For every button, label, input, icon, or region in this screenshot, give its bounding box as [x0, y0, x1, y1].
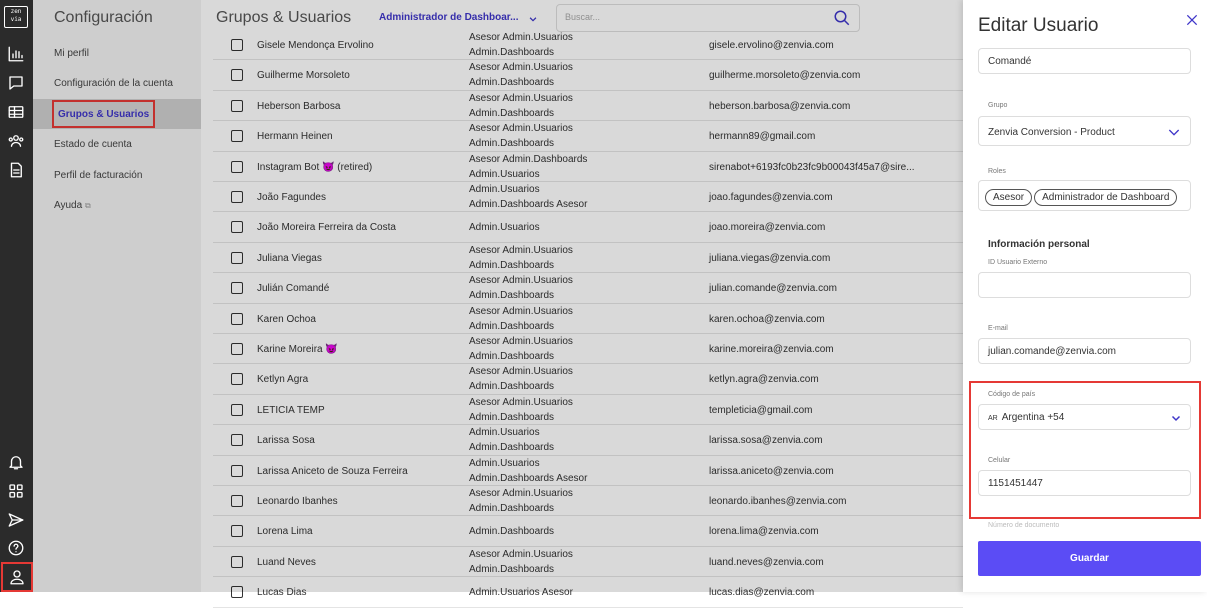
role-text: Admin.Dashboards Asesor — [469, 472, 588, 484]
row-checkbox[interactable] — [231, 525, 243, 537]
users-icon[interactable] — [4, 129, 28, 153]
user-roles — [469, 486, 689, 516]
user-name: Karen Ochoa — [257, 313, 316, 325]
country-name: Argentina +54 — [1001, 412, 1065, 423]
row-checkbox[interactable] — [231, 404, 243, 416]
sidebar-item-ayuda[interactable] — [54, 200, 91, 211]
user-name: Lucas Dias — [257, 587, 307, 599]
user-name: Lorena Lima — [257, 526, 313, 538]
user-roles — [469, 121, 689, 151]
document-icon[interactable] — [4, 158, 28, 182]
role-text: Admin.Dashboards — [469, 411, 555, 423]
table-row[interactable] — [213, 212, 963, 242]
role-text: Asesor Admin.Usuarios — [469, 123, 573, 135]
role-text: Admin.Dashboards — [469, 77, 555, 89]
roles-label: Roles — [988, 168, 1006, 175]
role-text: Admin.Dashboards — [469, 320, 555, 332]
role-text: Admin.Usuarios — [469, 168, 540, 180]
roles-field[interactable] — [978, 180, 1191, 211]
user-email: julian.comande@zenvia.com — [709, 283, 837, 295]
role-text: Admin.Usuarios — [469, 184, 540, 195]
user-profile-button[interactable] — [1, 562, 33, 592]
mobile-label: Celular — [988, 457, 1011, 464]
user-roles — [469, 60, 689, 90]
user-name: Ketlyn Agra — [257, 374, 309, 386]
chat-icon[interactable] — [4, 71, 28, 95]
row-checkbox[interactable] — [231, 586, 243, 598]
role-text: Asesor Admin.Usuarios — [469, 366, 573, 378]
sidebar-item-grupos-usuarios[interactable] — [33, 99, 201, 129]
role-text: Admin.Dashboards — [469, 138, 555, 150]
row-checkbox[interactable] — [231, 556, 243, 568]
table-row[interactable] — [213, 577, 963, 607]
mobile-value: 1151451447 — [988, 478, 1043, 489]
grid-icon[interactable] — [4, 479, 28, 503]
role-text: Asesor Admin.Usuarios — [469, 92, 573, 104]
external-id-label: ID Usuario Externo — [988, 259, 1048, 266]
sidebar-item-perfil-facturacion[interactable]: Perfil de facturación — [54, 170, 143, 181]
table-row[interactable] — [213, 273, 963, 303]
user-email: lucas.dias@zenvia.com — [709, 587, 815, 599]
user-email: luand.neves@zenvia.com — [709, 556, 824, 568]
table-row[interactable] — [213, 30, 963, 60]
user-name: Heberson Barbosa — [257, 100, 341, 112]
bell-icon[interactable] — [4, 450, 28, 474]
role-text: Admin.Usuarios — [469, 427, 540, 439]
row-checkbox[interactable] — [231, 69, 243, 81]
table-row[interactable] — [213, 91, 963, 121]
role-text: Admin.Usuarios Asesor — [469, 586, 573, 598]
user-roles — [469, 212, 689, 242]
email-value: julian.comande@zenvia.com — [988, 346, 1116, 357]
user-name: João Fagundes — [257, 192, 326, 203]
user-name: Larissa Aniceto de Souza Ferreira — [257, 465, 408, 477]
user-email: juliana.viegas@zenvia.com — [709, 252, 831, 264]
user-roles — [469, 395, 689, 425]
table-row[interactable] — [213, 395, 963, 425]
sidebar-title: Configuración — [54, 9, 153, 26]
highlight-box — [969, 381, 1201, 519]
group-filter-dropdown[interactable]: Administrador de Dashboar... — [379, 12, 519, 23]
personal-info-heading: Información personal — [988, 239, 1090, 250]
row-checkbox[interactable] — [231, 221, 243, 233]
user-roles — [469, 30, 689, 60]
user-name: LETICIA TEMP — [257, 404, 325, 416]
role-text: Admin.Dashboards Asesor — [469, 199, 588, 210]
settings-sidebar — [33, 0, 201, 592]
country-label: Código de país — [988, 391, 1036, 398]
role-text: Admin.Dashboards — [469, 107, 555, 119]
user-name: Larissa Sosa — [257, 435, 315, 447]
row-checkbox[interactable] — [231, 313, 243, 325]
role-text: Asesor Admin.Usuarios — [469, 488, 573, 499]
chevron-down-icon — [1166, 124, 1182, 145]
role-text: Asesor Admin.Usuarios — [469, 62, 573, 74]
sidebar-item-estado-cuenta[interactable]: Estado de cuenta — [54, 139, 132, 150]
country-value — [988, 412, 1064, 423]
table-row[interactable] — [213, 152, 963, 182]
role-text: Admin.Dashboards — [469, 525, 555, 537]
role-text: Asesor Admin.Usuarios — [469, 396, 573, 408]
user-roles — [469, 152, 689, 182]
user-name: Julián Comandé — [257, 283, 330, 295]
role-chip[interactable]: Asesor — [985, 189, 1032, 206]
user-roles — [469, 456, 689, 486]
role-text: Admin.Dashboards — [469, 563, 555, 575]
table-row[interactable] — [213, 516, 963, 546]
table-icon[interactable] — [4, 100, 28, 124]
table-row[interactable] — [213, 243, 963, 273]
sidebar-item-configuracion-cuenta[interactable]: Configuración de la cuenta — [54, 78, 173, 89]
role-text: Admin.Dashboards — [469, 290, 555, 302]
row-checkbox[interactable] — [231, 39, 243, 51]
table-row[interactable] — [213, 182, 963, 212]
table-row[interactable] — [213, 60, 963, 90]
country-flag-code: AR — [988, 415, 998, 422]
user-name: Juliana Viegas — [257, 252, 322, 264]
email-field[interactable] — [978, 338, 1191, 364]
email-label: E-mail — [988, 325, 1008, 332]
group-label: Grupo — [988, 102, 1008, 109]
row-checkbox[interactable] — [231, 161, 243, 173]
role-text: Asesor Admin.Usuarios — [469, 275, 573, 287]
user-roles — [469, 577, 689, 607]
user-name: Hermann Heinen — [257, 131, 333, 143]
role-text: Asesor Admin.Usuarios — [469, 548, 573, 560]
role-text: Admin.Dashboards — [469, 47, 555, 58]
group-select[interactable] — [978, 116, 1191, 146]
user-roles — [469, 91, 689, 121]
search-input[interactable] — [565, 12, 815, 22]
user-email: heberson.barbosa@zenvia.com — [709, 100, 851, 112]
group-value: Zenvia Conversion - Product — [988, 127, 1115, 138]
user-name: Karine Moreira 😈 — [257, 344, 338, 355]
user-name: Leonardo Ibanhes — [257, 496, 338, 507]
search-icon[interactable] — [833, 9, 851, 32]
document-number-label: Número de documento — [988, 522, 1060, 529]
sidebar-item-label: Grupos & Usuarios — [52, 100, 155, 128]
table-row[interactable] — [213, 425, 963, 455]
role-text: Admin.Dashboards — [469, 442, 555, 454]
user-email: sirenabot+6193fc0b23fc9b00043f45a7@sire... — [709, 161, 915, 173]
row-checkbox[interactable] — [231, 495, 243, 507]
user-roles — [469, 243, 689, 273]
lastname-value: Comandé — [988, 56, 1032, 67]
table-row[interactable] — [213, 364, 963, 394]
role-text: Admin.Usuarios — [469, 457, 540, 469]
role-text: Admin.Dashboards — [469, 381, 555, 393]
user-email: leonardo.ibanhes@zenvia.com — [709, 496, 847, 507]
role-text: Admin.Dashboards — [469, 503, 555, 514]
user-email: larissa.aniceto@zenvia.com — [709, 465, 834, 477]
user-name: Luand Neves — [257, 556, 316, 568]
table-row[interactable] — [213, 486, 963, 516]
user-email: ketlyn.agra@zenvia.com — [709, 374, 819, 386]
user-name: Guilherme Morsoleto — [257, 70, 350, 82]
user-name: João Moreira Ferreira da Costa — [257, 222, 396, 234]
role-text: Asesor Admin.Usuarios — [469, 336, 573, 347]
role-text: Admin.Usuarios — [469, 221, 540, 233]
row-checkbox[interactable] — [231, 100, 243, 112]
edit-user-panel — [963, 0, 1207, 592]
zenvia-logo: zen via — [4, 6, 28, 28]
user-roles — [469, 334, 689, 364]
row-checkbox[interactable] — [231, 343, 243, 355]
icon-rail — [0, 0, 33, 592]
panel-title: Editar Usuario — [978, 15, 1099, 36]
sidebar-item-mi-perfil[interactable]: Mi perfil — [54, 48, 90, 59]
bar-chart-icon[interactable] — [4, 42, 28, 66]
table-row[interactable] — [213, 334, 963, 364]
row-checkbox[interactable] — [231, 465, 243, 477]
user-email: karine.moreira@zenvia.com — [709, 344, 834, 355]
user-email: guilherme.morsoleto@zenvia.com — [709, 70, 861, 82]
row-checkbox[interactable] — [231, 130, 243, 142]
user-email: joao.moreira@zenvia.com — [709, 222, 826, 234]
row-checkbox[interactable] — [231, 252, 243, 264]
user-roles — [469, 182, 689, 212]
user-roles — [469, 364, 689, 394]
role-chip[interactable]: Administrador de Dashboard — [1034, 189, 1177, 206]
user-email: templeticia@gmail.com — [709, 404, 813, 416]
user-roles — [469, 425, 689, 455]
external-id-field[interactable] — [978, 272, 1191, 298]
chevron-down-icon[interactable] — [528, 11, 538, 29]
sidebar-item-label: Ayuda — [54, 200, 83, 211]
table-row[interactable] — [213, 121, 963, 151]
help-icon[interactable] — [4, 536, 28, 560]
country-select[interactable] — [978, 404, 1191, 430]
user-icon — [8, 568, 26, 586]
role-text: Asesor Admin.Usuarios — [469, 305, 573, 317]
role-text: Admin.Dashboards — [469, 259, 555, 271]
user-roles — [469, 273, 689, 303]
lastname-field[interactable] — [978, 48, 1191, 74]
user-roles — [469, 516, 689, 546]
user-email: gisele.ervolino@zenvia.com — [709, 40, 834, 51]
close-icon[interactable] — [1185, 13, 1199, 32]
role-text: Asesor Admin.Usuarios — [469, 32, 573, 43]
mobile-field[interactable] — [978, 470, 1191, 496]
user-email: joao.fagundes@zenvia.com — [709, 192, 833, 203]
user-email: karen.ochoa@zenvia.com — [709, 313, 825, 325]
page-title: Grupos & Usuarios — [216, 9, 352, 26]
user-email: hermann89@gmail.com — [709, 131, 816, 143]
row-checkbox[interactable] — [231, 282, 243, 294]
table-row[interactable] — [213, 547, 963, 577]
row-checkbox[interactable] — [231, 191, 243, 203]
user-roles — [469, 304, 689, 334]
search-box — [556, 4, 860, 32]
role-text: Asesor Admin.Dashboards — [469, 153, 588, 165]
users-table — [213, 32, 963, 599]
user-name: Instagram Bot 😈 (retired) — [257, 161, 373, 173]
table-row[interactable] — [213, 456, 963, 486]
user-email: lorena.lima@zenvia.com — [709, 526, 819, 538]
role-text: Admin.Dashboards — [469, 351, 555, 362]
chevron-down-icon — [1170, 411, 1182, 429]
send-icon[interactable] — [4, 508, 28, 532]
table-row[interactable] — [213, 304, 963, 334]
role-text: Asesor Admin.Usuarios — [469, 244, 573, 256]
user-roles — [469, 547, 689, 577]
save-button[interactable]: Guardar — [978, 541, 1201, 576]
row-checkbox[interactable] — [231, 434, 243, 446]
row-checkbox[interactable] — [231, 373, 243, 385]
user-email: larissa.sosa@zenvia.com — [709, 435, 823, 447]
external-link-icon: ⧉ — [84, 201, 91, 210]
user-name: Gisele Mendonça Ervolino — [257, 40, 374, 51]
